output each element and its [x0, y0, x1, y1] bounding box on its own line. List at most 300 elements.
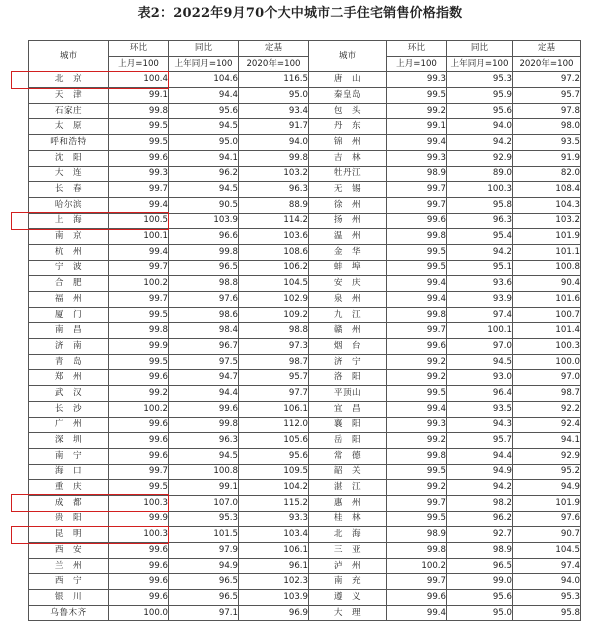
mom-cell-right: 99.4	[387, 276, 447, 292]
table-row	[29, 213, 581, 229]
yoy-cell-right: 95.6	[447, 590, 513, 606]
mom-cell-right: 99.6	[387, 213, 447, 229]
yoy-cell-right: 95.0	[447, 605, 513, 621]
base-cell-left: 103.6	[239, 229, 309, 245]
city-cell-right: 秦皇岛	[309, 88, 387, 104]
base-cell-right: 94.0	[513, 574, 581, 590]
city-cell-right: 桂 林	[309, 511, 387, 527]
mom-cell-left: 99.6	[109, 558, 169, 574]
city-cell-left: 成 都	[29, 495, 109, 511]
yoy-cell-left: 96.5	[169, 260, 239, 276]
mom-cell-left: 99.6	[109, 433, 169, 449]
base-cell-right: 93.5	[513, 135, 581, 151]
mom-cell-right: 99.3	[387, 150, 447, 166]
city-cell-right: 丹 东	[309, 119, 387, 135]
yoy-cell-left: 97.9	[169, 543, 239, 559]
yoy-cell-right: 99.0	[447, 574, 513, 590]
city-cell-right: 湛 江	[309, 480, 387, 496]
base-cell-right: 97.8	[513, 103, 581, 119]
base-cell-right: 100.7	[513, 307, 581, 323]
base-cell-left: 109.5	[239, 464, 309, 480]
city-cell-left: 哈尔滨	[29, 197, 109, 213]
base-cell-right: 94.1	[513, 433, 581, 449]
yoy-cell-left: 96.6	[169, 229, 239, 245]
yoy-cell-right: 95.3	[447, 72, 513, 88]
city-cell-right: 赣 州	[309, 323, 387, 339]
mom-cell-right: 99.8	[387, 307, 447, 323]
mom-cell-left: 100.2	[109, 401, 169, 417]
table-row	[29, 543, 581, 559]
city-cell-left: 福 州	[29, 292, 109, 308]
city-cell-left: 北 京	[29, 72, 109, 88]
mom-cell-right: 99.4	[387, 401, 447, 417]
yoy-cell-right: 94.4	[447, 448, 513, 464]
base-cell-left: 108.6	[239, 244, 309, 260]
yoy-cell-right: 94.0	[447, 119, 513, 135]
yoy-cell-left: 101.5	[169, 527, 239, 543]
mom-cell-left: 99.9	[109, 339, 169, 355]
yoy-cell-right: 98.2	[447, 495, 513, 511]
table-row	[29, 433, 581, 449]
city-cell-right: 岳 阳	[309, 433, 387, 449]
city-cell-right: 泉 州	[309, 292, 387, 308]
yoy-cell-right: 93.9	[447, 292, 513, 308]
yoy-cell-right: 93.0	[447, 370, 513, 386]
city-cell-left: 太 原	[29, 119, 109, 135]
header-mom: 环比	[109, 41, 169, 57]
city-cell-left: 上 海	[29, 213, 109, 229]
mom-cell-left: 100.4	[109, 72, 169, 88]
header-mom-base: 上月=100	[387, 56, 447, 72]
header-city: 城市	[309, 41, 387, 72]
table-row	[29, 480, 581, 496]
yoy-cell-right: 94.5	[447, 354, 513, 370]
base-cell-left: 93.4	[239, 103, 309, 119]
table-title: 表2：2022年9月70个大中城市二手住宅销售价格指数	[137, 6, 463, 21]
yoy-cell-right: 95.4	[447, 229, 513, 245]
base-cell-right: 97.6	[513, 511, 581, 527]
mom-cell-right: 99.7	[387, 182, 447, 198]
yoy-cell-right: 95.7	[447, 433, 513, 449]
city-cell-right: 蚌 埠	[309, 260, 387, 276]
header-yoy-base: 上年同月=100	[447, 56, 513, 72]
city-cell-left: 长 沙	[29, 401, 109, 417]
mom-cell-left: 99.6	[109, 543, 169, 559]
mom-cell-left: 99.4	[109, 244, 169, 260]
mom-cell-right: 99.7	[387, 495, 447, 511]
city-cell-left: 昆 明	[29, 527, 109, 543]
city-cell-left: 厦 门	[29, 307, 109, 323]
base-cell-right: 108.4	[513, 182, 581, 198]
base-cell-right: 98.7	[513, 386, 581, 402]
city-cell-left: 天 津	[29, 88, 109, 104]
base-cell-right: 98.0	[513, 119, 581, 135]
yoy-cell-right: 97.0	[447, 339, 513, 355]
base-cell-left: 97.3	[239, 339, 309, 355]
table-row	[29, 292, 581, 308]
city-cell-left: 银 川	[29, 590, 109, 606]
base-cell-right: 101.6	[513, 292, 581, 308]
base-cell-left: 106.1	[239, 543, 309, 559]
table-row	[29, 527, 581, 543]
yoy-cell-left: 94.5	[169, 448, 239, 464]
city-cell-right: 安 庆	[309, 276, 387, 292]
mom-cell-right: 99.2	[387, 103, 447, 119]
yoy-cell-left: 94.7	[169, 370, 239, 386]
table-row	[29, 464, 581, 480]
base-cell-right: 101.9	[513, 229, 581, 245]
yoy-cell-left: 107.0	[169, 495, 239, 511]
city-cell-left: 沈 阳	[29, 150, 109, 166]
base-cell-left: 93.3	[239, 511, 309, 527]
yoy-cell-left: 99.1	[169, 480, 239, 496]
base-cell-right: 82.0	[513, 166, 581, 182]
city-cell-left: 贵 阳	[29, 511, 109, 527]
table-row	[29, 511, 581, 527]
city-cell-right: 牡丹江	[309, 166, 387, 182]
table-row	[29, 307, 581, 323]
mom-cell-left: 100.3	[109, 527, 169, 543]
city-cell-left: 深 圳	[29, 433, 109, 449]
city-cell-right: 泸 州	[309, 558, 387, 574]
header-mom-base: 上月=100	[109, 56, 169, 72]
city-cell-right: 金 华	[309, 244, 387, 260]
yoy-cell-left: 98.8	[169, 276, 239, 292]
yoy-cell-right: 96.5	[447, 558, 513, 574]
city-cell-right: 北 海	[309, 527, 387, 543]
yoy-cell-left: 97.6	[169, 292, 239, 308]
mom-cell-left: 99.5	[109, 135, 169, 151]
city-cell-right: 南 充	[309, 574, 387, 590]
yoy-cell-left: 90.5	[169, 197, 239, 213]
yoy-cell-right: 94.9	[447, 464, 513, 480]
city-cell-left: 武 汉	[29, 386, 109, 402]
yoy-cell-right: 96.4	[447, 386, 513, 402]
mom-cell-right: 99.5	[387, 464, 447, 480]
city-cell-left: 海 口	[29, 464, 109, 480]
header-yoy: 同比	[169, 41, 239, 57]
mom-cell-right: 99.6	[387, 590, 447, 606]
yoy-cell-left: 104.6	[169, 72, 239, 88]
yoy-cell-left: 97.1	[169, 605, 239, 621]
yoy-cell-right: 94.2	[447, 244, 513, 260]
yoy-cell-left: 95.3	[169, 511, 239, 527]
yoy-cell-right: 100.1	[447, 323, 513, 339]
city-cell-left: 呼和浩特	[29, 135, 109, 151]
mom-cell-right: 99.8	[387, 448, 447, 464]
yoy-cell-left: 94.5	[169, 182, 239, 198]
table-row	[29, 590, 581, 606]
city-cell-left: 西 宁	[29, 574, 109, 590]
mom-cell-left: 99.9	[109, 511, 169, 527]
yoy-cell-left: 97.5	[169, 354, 239, 370]
city-cell-left: 重 庆	[29, 480, 109, 496]
mom-cell-right: 99.1	[387, 119, 447, 135]
base-cell-left: 96.9	[239, 605, 309, 621]
table-row	[29, 605, 581, 621]
table-row	[29, 88, 581, 104]
yoy-cell-right: 96.2	[447, 511, 513, 527]
base-cell-right: 95.7	[513, 88, 581, 104]
table-row	[29, 370, 581, 386]
table-row	[29, 354, 581, 370]
city-cell-right: 宜 昌	[309, 401, 387, 417]
yoy-cell-left: 94.1	[169, 150, 239, 166]
mom-cell-right: 99.5	[387, 511, 447, 527]
base-cell-left: 116.5	[239, 72, 309, 88]
city-cell-right: 锦 州	[309, 135, 387, 151]
table-row	[29, 260, 581, 276]
city-cell-right: 三 亚	[309, 543, 387, 559]
yoy-cell-right: 95.9	[447, 88, 513, 104]
base-cell-right: 100.8	[513, 260, 581, 276]
city-cell-left: 杭 州	[29, 244, 109, 260]
mom-cell-left: 99.6	[109, 370, 169, 386]
table-row	[29, 574, 581, 590]
yoy-cell-left: 94.4	[169, 386, 239, 402]
base-cell-right: 95.3	[513, 590, 581, 606]
city-cell-right: 常 德	[309, 448, 387, 464]
base-cell-left: 103.9	[239, 590, 309, 606]
base-cell-left: 94.0	[239, 135, 309, 151]
city-cell-right: 温 州	[309, 229, 387, 245]
yoy-cell-left: 96.3	[169, 433, 239, 449]
header-base-base: 2020年=100	[513, 56, 581, 72]
base-cell-right: 103.2	[513, 213, 581, 229]
mom-cell-left: 99.7	[109, 464, 169, 480]
yoy-cell-right: 100.3	[447, 182, 513, 198]
base-cell-right: 101.9	[513, 495, 581, 511]
base-cell-right: 95.2	[513, 464, 581, 480]
mom-cell-left: 99.2	[109, 386, 169, 402]
mom-cell-left: 99.6	[109, 417, 169, 433]
yoy-cell-left: 94.5	[169, 119, 239, 135]
mom-cell-left: 99.3	[109, 166, 169, 182]
base-cell-left: 96.3	[239, 182, 309, 198]
base-cell-left: 95.0	[239, 88, 309, 104]
city-cell-right: 扬 州	[309, 213, 387, 229]
base-cell-left: 98.7	[239, 354, 309, 370]
base-cell-right: 94.9	[513, 480, 581, 496]
city-cell-right: 惠 州	[309, 495, 387, 511]
yoy-cell-left: 94.9	[169, 558, 239, 574]
mom-cell-right: 99.3	[387, 72, 447, 88]
city-cell-right: 九 江	[309, 307, 387, 323]
mom-cell-right: 99.4	[387, 292, 447, 308]
yoy-cell-left: 95.6	[169, 103, 239, 119]
mom-cell-right: 99.5	[387, 260, 447, 276]
mom-cell-left: 99.7	[109, 182, 169, 198]
yoy-cell-left: 96.7	[169, 339, 239, 355]
base-cell-left: 104.2	[239, 480, 309, 496]
base-cell-left: 88.9	[239, 197, 309, 213]
base-cell-right: 100.3	[513, 339, 581, 355]
yoy-cell-right: 94.2	[447, 480, 513, 496]
base-cell-left: 103.2	[239, 166, 309, 182]
table-row	[29, 72, 581, 88]
table-row	[29, 182, 581, 198]
yoy-cell-right: 96.3	[447, 213, 513, 229]
base-cell-right: 97.0	[513, 370, 581, 386]
mom-cell-left: 99.5	[109, 480, 169, 496]
table-row	[29, 244, 581, 260]
city-cell-left: 济 南	[29, 339, 109, 355]
mom-cell-right: 100.2	[387, 558, 447, 574]
yoy-cell-right: 92.7	[447, 527, 513, 543]
table-row	[29, 197, 581, 213]
base-cell-left: 103.4	[239, 527, 309, 543]
base-cell-right: 104.5	[513, 543, 581, 559]
city-cell-left: 广 州	[29, 417, 109, 433]
header-base-base: 2020年=100	[239, 56, 309, 72]
mom-cell-right: 99.7	[387, 574, 447, 590]
base-cell-right: 90.4	[513, 276, 581, 292]
yoy-cell-right: 94.2	[447, 135, 513, 151]
mom-cell-left: 99.5	[109, 354, 169, 370]
yoy-cell-right: 92.9	[447, 150, 513, 166]
city-cell-left: 青 岛	[29, 354, 109, 370]
base-cell-left: 99.8	[239, 150, 309, 166]
mom-cell-right: 99.2	[387, 354, 447, 370]
city-cell-right: 襄 阳	[309, 417, 387, 433]
yoy-cell-left: 96.5	[169, 590, 239, 606]
base-cell-right: 101.4	[513, 323, 581, 339]
mom-cell-right: 99.7	[387, 323, 447, 339]
base-cell-right: 97.2	[513, 72, 581, 88]
city-cell-right: 济 宁	[309, 354, 387, 370]
mom-cell-left: 99.6	[109, 590, 169, 606]
city-cell-right: 遵 义	[309, 590, 387, 606]
base-cell-right: 92.2	[513, 401, 581, 417]
mom-cell-right: 99.5	[387, 386, 447, 402]
yoy-cell-right: 94.3	[447, 417, 513, 433]
city-cell-left: 乌鲁木齐	[29, 605, 109, 621]
table-row	[29, 401, 581, 417]
base-cell-left: 106.1	[239, 401, 309, 417]
table-row	[29, 135, 581, 151]
yoy-cell-right: 95.8	[447, 197, 513, 213]
header-mom: 环比	[387, 41, 447, 57]
city-cell-right: 韶 关	[309, 464, 387, 480]
yoy-cell-right: 98.9	[447, 543, 513, 559]
city-cell-left: 合 肥	[29, 276, 109, 292]
city-cell-right: 洛 阳	[309, 370, 387, 386]
mom-cell-right: 99.5	[387, 244, 447, 260]
yoy-cell-left: 100.8	[169, 464, 239, 480]
table-row	[29, 448, 581, 464]
yoy-cell-right: 89.0	[447, 166, 513, 182]
table-row	[29, 495, 581, 511]
table-row	[29, 558, 581, 574]
mom-cell-left: 100.5	[109, 213, 169, 229]
header-city: 城市	[29, 41, 109, 72]
mom-cell-right: 99.2	[387, 433, 447, 449]
mom-cell-right: 99.5	[387, 88, 447, 104]
city-cell-right: 包 头	[309, 103, 387, 119]
table-row	[29, 150, 581, 166]
table-row	[29, 276, 581, 292]
table-row	[29, 339, 581, 355]
mom-cell-left: 99.6	[109, 448, 169, 464]
yoy-cell-left: 98.6	[169, 307, 239, 323]
table-header	[29, 41, 581, 72]
yoy-cell-right: 97.4	[447, 307, 513, 323]
table-row	[29, 119, 581, 135]
mom-cell-right: 99.2	[387, 370, 447, 386]
mom-cell-right: 99.8	[387, 229, 447, 245]
header-base: 定基	[239, 41, 309, 57]
base-cell-left: 102.3	[239, 574, 309, 590]
header-yoy-base: 上年同月=100	[169, 56, 239, 72]
base-cell-right: 101.1	[513, 244, 581, 260]
city-cell-left: 郑 州	[29, 370, 109, 386]
base-cell-right: 104.3	[513, 197, 581, 213]
city-cell-left: 兰 州	[29, 558, 109, 574]
price-index-table	[28, 40, 581, 621]
city-cell-left: 石家庄	[29, 103, 109, 119]
base-cell-left: 104.5	[239, 276, 309, 292]
mom-cell-right: 99.6	[387, 339, 447, 355]
base-cell-right: 97.4	[513, 558, 581, 574]
header-base: 定基	[513, 41, 581, 57]
mom-cell-right: 99.4	[387, 605, 447, 621]
header-yoy: 同比	[447, 41, 513, 57]
table-row	[29, 323, 581, 339]
base-cell-right: 92.4	[513, 417, 581, 433]
yoy-cell-left: 98.4	[169, 323, 239, 339]
mom-cell-left: 100.0	[109, 605, 169, 621]
mom-cell-left: 99.5	[109, 119, 169, 135]
mom-cell-left: 99.6	[109, 574, 169, 590]
mom-cell-right: 99.4	[387, 135, 447, 151]
base-cell-right: 95.8	[513, 605, 581, 621]
mom-cell-left: 99.5	[109, 307, 169, 323]
city-cell-right: 徐 州	[309, 197, 387, 213]
mom-cell-left: 99.4	[109, 197, 169, 213]
base-cell-left: 106.2	[239, 260, 309, 276]
yoy-cell-right: 93.6	[447, 276, 513, 292]
mom-cell-right: 99.3	[387, 417, 447, 433]
city-cell-right: 平顶山	[309, 386, 387, 402]
mom-cell-right: 99.7	[387, 197, 447, 213]
yoy-cell-left: 94.4	[169, 88, 239, 104]
yoy-cell-left: 96.5	[169, 574, 239, 590]
mom-cell-left: 99.7	[109, 292, 169, 308]
table-row	[29, 386, 581, 402]
base-cell-left: 115.2	[239, 495, 309, 511]
base-cell-right: 91.9	[513, 150, 581, 166]
base-cell-left: 112.0	[239, 417, 309, 433]
base-cell-right: 90.7	[513, 527, 581, 543]
yoy-cell-left: 99.8	[169, 417, 239, 433]
city-cell-right: 大 理	[309, 605, 387, 621]
mom-cell-left: 100.3	[109, 495, 169, 511]
mom-cell-left: 100.1	[109, 229, 169, 245]
mom-cell-right: 99.8	[387, 543, 447, 559]
mom-cell-left: 99.6	[109, 150, 169, 166]
base-cell-left: 91.7	[239, 119, 309, 135]
yoy-cell-left: 99.6	[169, 401, 239, 417]
table-row	[29, 166, 581, 182]
yoy-cell-left: 95.0	[169, 135, 239, 151]
yoy-cell-right: 95.6	[447, 103, 513, 119]
yoy-cell-left: 99.8	[169, 244, 239, 260]
base-cell-left: 97.7	[239, 386, 309, 402]
mom-cell-left: 99.1	[109, 88, 169, 104]
base-cell-left: 98.8	[239, 323, 309, 339]
base-cell-left: 96.1	[239, 558, 309, 574]
mom-cell-left: 99.8	[109, 323, 169, 339]
